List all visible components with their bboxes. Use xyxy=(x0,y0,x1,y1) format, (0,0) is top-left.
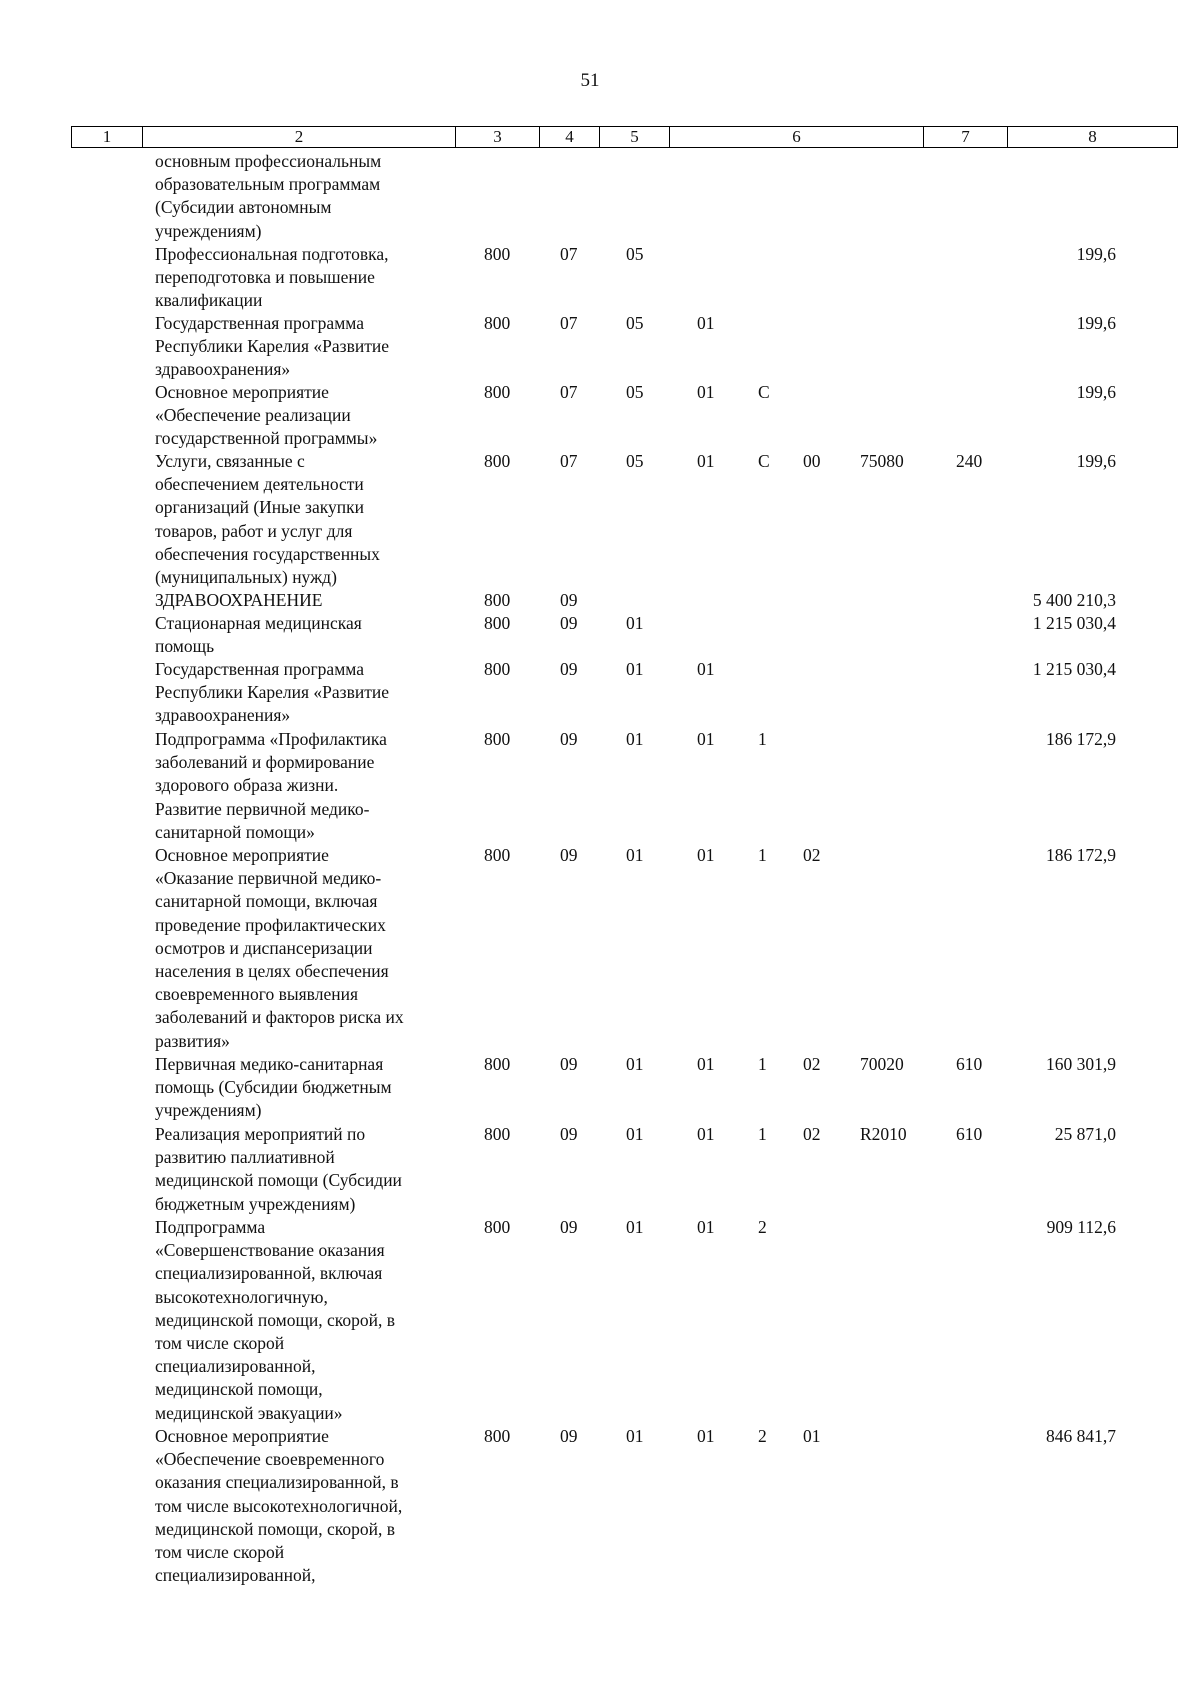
cell-admin-code: 800 xyxy=(484,451,511,471)
cell-amount: 5 400 210,3 xyxy=(1032,590,1116,610)
cell-admin-code: 800 xyxy=(484,313,511,333)
cell-subsection: 01 xyxy=(626,659,644,679)
cell-subsection: 01 xyxy=(626,1054,644,1074)
cell-expense-type: 610 xyxy=(956,1124,983,1144)
row-description: Стационарная медицинская помощь xyxy=(155,613,362,657)
cell-amount: 186 172,9 xyxy=(1046,845,1116,865)
table-row xyxy=(0,150,1200,243)
table-row xyxy=(0,1425,1200,1590)
cell-section: 09 xyxy=(560,1124,578,1144)
header-col-3: 3 xyxy=(456,127,540,147)
header-col-7: 7 xyxy=(924,127,1008,147)
cell-amount: 160 301,9 xyxy=(1046,1054,1116,1074)
cell-amount: 909 112,6 xyxy=(1046,1217,1116,1237)
table-row xyxy=(0,243,1200,312)
cell-admin-code: 800 xyxy=(484,729,511,749)
table-row xyxy=(0,658,1200,728)
cell-section: 09 xyxy=(560,1426,578,1446)
cell-subprogram: 1 xyxy=(758,1124,767,1144)
cell-admin-code: 800 xyxy=(484,613,511,633)
cell-section: 07 xyxy=(560,244,578,264)
cell-main-activity: 01 xyxy=(803,1426,821,1446)
cell-program: 01 xyxy=(697,451,715,471)
cell-section: 09 xyxy=(560,1217,578,1237)
table-row xyxy=(0,312,1200,381)
row-description: Основное мероприятие «Обеспечение реализации государственной программы» xyxy=(155,382,378,449)
cell-amount: 199,6 xyxy=(1076,451,1116,471)
table-body xyxy=(0,150,1200,1590)
cell-admin-code: 800 xyxy=(484,845,511,865)
cell-subprogram: 2 xyxy=(758,1217,767,1237)
cell-direction: R2010 xyxy=(860,1124,907,1144)
table-row xyxy=(0,844,1200,1053)
cell-section: 09 xyxy=(560,729,578,749)
row-description: основным профессиональным образовательным программам (Субсидии автономным учреждениям) xyxy=(155,151,382,241)
cell-subsection: 05 xyxy=(626,451,644,471)
cell-section: 09 xyxy=(560,845,578,865)
cell-program: 01 xyxy=(697,382,715,402)
header-col-8: 8 xyxy=(1088,127,1097,146)
cell-program: 01 xyxy=(697,1426,715,1446)
cell-program: 01 xyxy=(697,659,715,679)
cell-admin-code: 800 xyxy=(484,244,511,264)
row-description: Основное мероприятие «Обеспечение своевременного оказания специализированной, в том числе высокотехнологичной, медицинской помощи, скорой, в том числе скорой специализированной, xyxy=(155,1426,403,1586)
header-col-1: 1 xyxy=(72,127,143,147)
cell-subsection: 01 xyxy=(626,729,644,749)
cell-direction: 75080 xyxy=(860,451,904,471)
cell-admin-code: 800 xyxy=(484,1217,511,1237)
cell-subsection: 01 xyxy=(626,1426,644,1446)
cell-subprogram: 1 xyxy=(758,1054,767,1074)
cell-admin-code: 800 xyxy=(484,1124,511,1144)
row-description: Основное мероприятие «Оказание первичной медико- санитарной помощи, включая проведение профилактических осмотров и диспансеризации населения в целях обеспечения своевременного выявления заболеваний и факторов риска их развития» xyxy=(155,845,404,1051)
cell-section: 07 xyxy=(560,382,578,402)
cell-section: 07 xyxy=(560,313,578,333)
row-description: Первичная медико-санитарная помощь (Субсидии бюджетным учреждениям) xyxy=(155,1054,392,1121)
cell-main-activity: 02 xyxy=(803,1124,821,1144)
cell-amount: 186 172,9 xyxy=(1046,729,1116,749)
table-row xyxy=(0,1053,1200,1123)
cell-program: 01 xyxy=(697,1054,715,1074)
cell-subsection: 01 xyxy=(626,845,644,865)
cell-subsection: 01 xyxy=(626,1124,644,1144)
cell-main-activity: 00 xyxy=(803,451,821,471)
row-description: Услуги, связанные с обеспечением деятельности организаций (Иные закупки товаров, работ и услуг для обеспечения государственных (муниципальных) нужд) xyxy=(155,451,380,588)
cell-admin-code: 800 xyxy=(484,659,511,679)
row-description: Подпрограмма «Профилактика заболеваний и формирование здорового образа жизни. Развитие первичной медико- санитарной помощи» xyxy=(155,729,387,842)
cell-amount: 1 215 030,4 xyxy=(1032,613,1116,633)
header-col-5: 5 xyxy=(600,127,670,147)
cell-admin-code: 800 xyxy=(484,1054,511,1074)
cell-program: 01 xyxy=(697,1217,715,1237)
cell-program: 01 xyxy=(697,313,715,333)
row-description: Подпрограмма «Совершенствование оказания специализированной, включая высокотехнологичную, медицинской помощи, скорой, в том числе скорой специализированной, медицинской помощи, медицинской эвакуации» xyxy=(155,1217,396,1423)
cell-expense-type: 610 xyxy=(956,1054,983,1074)
header-col-2: 2 xyxy=(143,127,456,147)
cell-section: 07 xyxy=(560,451,578,471)
cell-expense-type: 240 xyxy=(956,451,983,471)
table-header-row xyxy=(71,126,1178,148)
header-col-4: 4 xyxy=(540,127,600,147)
cell-amount: 199,6 xyxy=(1076,244,1116,264)
table-row xyxy=(0,381,1200,450)
cell-subsection: 01 xyxy=(626,1217,644,1237)
cell-program: 01 xyxy=(697,1124,715,1144)
cell-main-activity: 02 xyxy=(803,1054,821,1074)
cell-amount: 1 215 030,4 xyxy=(1032,659,1116,679)
cell-amount: 199,6 xyxy=(1076,382,1116,402)
cell-subsection: 05 xyxy=(626,313,644,333)
table-row xyxy=(0,728,1200,844)
table-row xyxy=(0,612,1200,658)
table-row xyxy=(0,1216,1200,1425)
cell-subprogram: 2 xyxy=(758,1426,767,1446)
cell-amount: 25 871,0 xyxy=(1054,1124,1116,1144)
cell-program: 01 xyxy=(697,729,715,749)
cell-subsection: 05 xyxy=(626,244,644,264)
cell-program: 01 xyxy=(697,845,715,865)
cell-subsection: 05 xyxy=(626,382,644,402)
cell-amount: 199,6 xyxy=(1076,313,1116,333)
cell-subprogram: 1 xyxy=(758,845,767,865)
cell-section: 09 xyxy=(560,590,578,610)
cell-admin-code: 800 xyxy=(484,382,511,402)
row-description: ЗДРАВООХРАНЕНИЕ xyxy=(155,590,323,610)
cell-amount: 846 841,7 xyxy=(1046,1426,1116,1446)
table-row xyxy=(0,450,1200,589)
page-number: 51 xyxy=(580,70,600,91)
cell-subprogram: С xyxy=(758,451,770,471)
header-col-6: 6 xyxy=(670,127,924,147)
row-description: Реализация мероприятий по развитию паллиативной медицинской помощи (Субсидии бюджетным учреждениям) xyxy=(155,1124,402,1214)
cell-admin-code: 800 xyxy=(484,590,511,610)
row-description: Государственная программа Республики Карелия «Развитие здравоохранения» xyxy=(155,659,389,726)
cell-section: 09 xyxy=(560,659,578,679)
cell-direction: 70020 xyxy=(860,1054,904,1074)
row-description: Профессиональная подготовка, переподготовка и повышение квалификации xyxy=(155,244,389,311)
cell-subsection: 01 xyxy=(626,613,644,633)
row-description: Государственная программа Республики Карелия «Развитие здравоохранения» xyxy=(155,313,389,380)
cell-subprogram: С xyxy=(758,382,770,402)
cell-admin-code: 800 xyxy=(484,1426,511,1446)
cell-section: 09 xyxy=(560,613,578,633)
cell-subprogram: 1 xyxy=(758,729,767,749)
table-row xyxy=(0,589,1200,612)
cell-main-activity: 02 xyxy=(803,845,821,865)
cell-section: 09 xyxy=(560,1054,578,1074)
table-row xyxy=(0,1123,1200,1216)
